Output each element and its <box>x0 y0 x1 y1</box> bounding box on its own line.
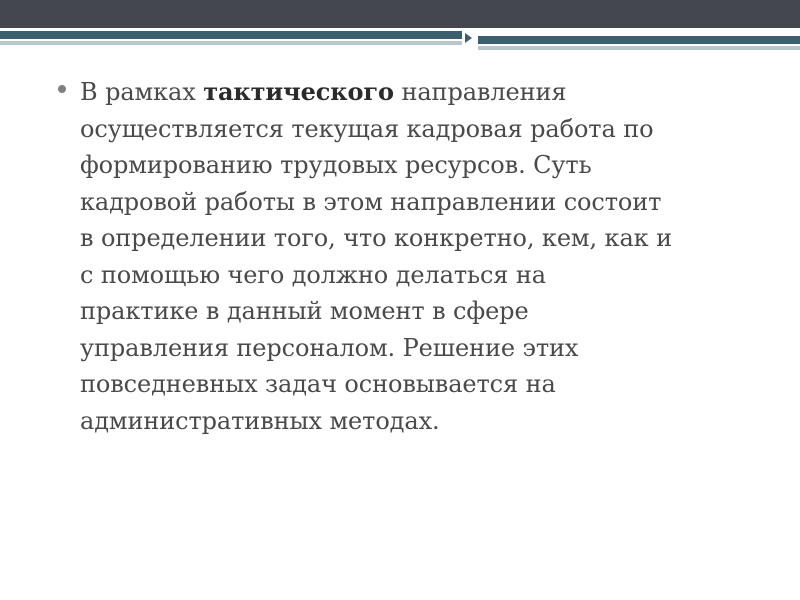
arrow-icon <box>465 33 472 43</box>
slide-content <box>58 74 758 439</box>
text-line-4: кадровой работы в этом направлении состоит <box>80 187 662 216</box>
header-band <box>0 0 800 28</box>
text-segment: направления <box>393 78 567 106</box>
text-line-2: осуществляется текущая кадровая работа по <box>80 114 654 143</box>
decorative-stripe-right <box>478 36 800 44</box>
decorative-stripe-right-thin <box>478 46 800 50</box>
text-line-1 <box>80 74 758 111</box>
decorative-stripe-left-thin <box>0 41 462 45</box>
text-segment: В рамках <box>80 78 204 106</box>
text-line-7: практике в данный момент в сфере <box>80 297 529 325</box>
bold-term: тактического <box>203 77 394 106</box>
text-line-10: административных методах. <box>80 406 440 435</box>
text-line-9: повседневных задач основывается на <box>80 370 556 398</box>
bullet-paragraph <box>58 74 758 439</box>
bullet-dot-icon <box>58 85 66 93</box>
text-line-5: в определении того, что конкретно, кем, как и <box>80 224 672 252</box>
decorative-stripe-left <box>0 31 462 39</box>
text-line-8: управления персоналом. Решение этих <box>80 333 579 362</box>
text-line-6: с помощью чего должно делаться на <box>80 260 546 289</box>
text-line-3: формированию трудовых ресурсов. Суть <box>80 151 592 179</box>
